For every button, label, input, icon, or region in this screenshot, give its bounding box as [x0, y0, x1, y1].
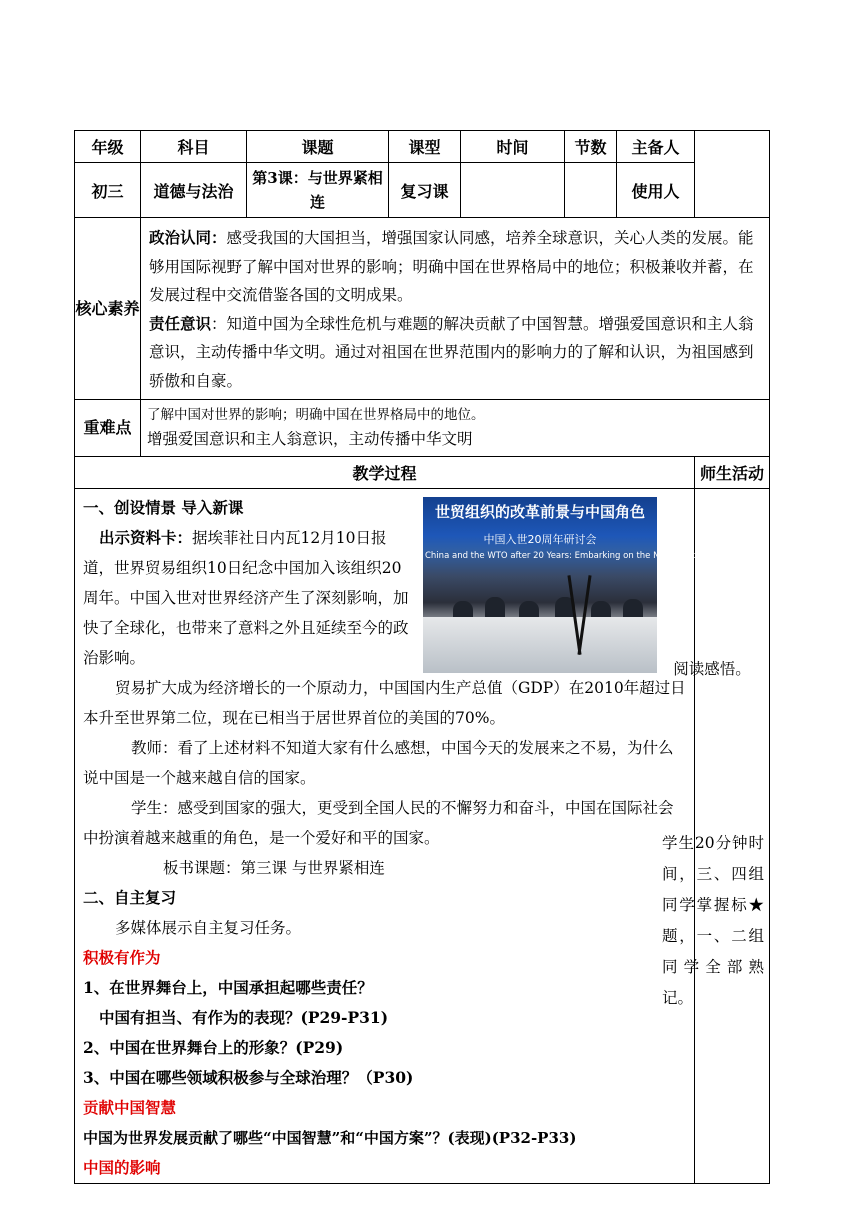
- key-points-label: 重难点: [75, 400, 141, 457]
- photo-banner-subtitle: 中国入世20周年研讨会: [483, 533, 597, 546]
- key-points-row: [75, 400, 770, 457]
- topic-label: 课题: [247, 131, 389, 163]
- process-content: [75, 489, 710, 1184]
- core-literacy-row: [75, 218, 770, 400]
- photo-banner-english: China and the WTO after 20 Years: Embarking on the Next Chapter: [425, 551, 710, 561]
- core-p1-heading: 政治认同：: [149, 228, 227, 247]
- time-value: [461, 163, 565, 218]
- red-heading-1: 积极有作为: [83, 948, 161, 967]
- key-points-content: [141, 400, 770, 457]
- question-2: 2、中国在世界舞台上的形象？(P29): [83, 1038, 344, 1057]
- student-text: 学生：感受到国家的强大，更受到全国人民的不懈努力和奋斗，中国在国际社会中扮演着越来越重的角色，是一个爱好和平的国家。: [83, 799, 674, 847]
- grade-value: 初三: [75, 163, 141, 218]
- user-label: 使用人: [617, 163, 695, 218]
- lead-label: 主备人: [617, 131, 695, 163]
- section-2-heading: 二、自主复习: [83, 888, 177, 907]
- key-point-1: 了解中国对世界的影响；明确中国在世界格局中的地位。: [147, 407, 485, 423]
- question-3: 3、中国在哪些领域积极参与全球治理？（P30): [83, 1068, 414, 1087]
- card-heading: 出示资料卡：: [99, 528, 193, 547]
- subject-label: 科目: [141, 131, 247, 163]
- process-label: 教学过程: [75, 457, 695, 489]
- core-p2-heading: 责任意识: [149, 313, 212, 333]
- section-1-heading: 一、创设情景 导入新课: [83, 498, 244, 517]
- photo-banner-title: 世贸组织的改革前景与中国角色: [434, 503, 645, 521]
- time-label: 时间: [461, 131, 565, 163]
- question-1b: 中国有担当、有作为的表现？(P29-P31): [99, 1008, 389, 1027]
- media-text: 多媒体展示自主复习任务。: [115, 919, 302, 937]
- type-value: 复习课: [389, 163, 461, 218]
- info-row: [75, 163, 770, 218]
- topic-value: 第3课：与世界紧相连: [247, 163, 389, 218]
- key-point-2: 增强爱国意识和主人翁意识，主动传播中华文明: [147, 430, 473, 448]
- teacher-text: 教师：看了上述材料不知道大家有什么感想，中国今天的发展来之不易，为什么说中国是一个越来越自信的国家。: [83, 739, 674, 787]
- red-heading-3: 中国的影响: [83, 1158, 161, 1177]
- subject-value: 道德与法治: [141, 163, 247, 218]
- periods-value: [565, 163, 617, 218]
- photo: [423, 497, 710, 673]
- question-1: 1、在世界舞台上，中国承担起哪些责任？: [83, 978, 373, 997]
- core-literacy-content: [141, 218, 770, 400]
- board-text: 板书课题：第三课 与世界紧相连: [163, 859, 385, 877]
- activity-read: 阅读感悟。: [673, 660, 751, 678]
- lead-value-cell: [695, 131, 770, 218]
- grade-label: 年级: [75, 131, 141, 163]
- activity-label: 师生活动: [695, 457, 770, 489]
- core-p2-text: ：知道中国为全球性危机与难题的解决贡献了中国智慧。增强爱国意识和主人翁意识，主动传播中华文明。通过对祖国在世界范围内的影响力的了解和认识，为祖国感到骄傲和自豪。: [149, 314, 754, 390]
- red-heading-2: 贡献中国智慧: [83, 1098, 177, 1117]
- core-literacy-label: 核心素养: [75, 218, 141, 400]
- core-p1-text: 感受我国的大国担当，增强国家认同感，培养全球意识，关心人类的发展。能够用国际视野了解中国对世界的影响；明确中国在世界格局中的地位；积极兼收并蓄，在发展过程中交流借鉴各国的文明成果。: [149, 229, 754, 304]
- header-row: [75, 131, 770, 163]
- card-text: 据埃菲社日内瓦12月10日报道，世界贸易组织10日纪念中国加入该组织20周年。中国入世对世界经济产生了深刻影响，加快了全球化，也带来了意料之外且延续至今的政治影响。: [83, 529, 409, 667]
- question-4: 中国为世界发展贡献了哪些“中国智慧”和“中国方案”？(表现)(P32-P33): [83, 1129, 577, 1147]
- trade-text: 贸易扩大成为经济增长的一个原动力，中国国内生产总值（GDP）在2010年超过日本升至世界第二位，现在已相当于居世界首位的美国的70%。: [83, 679, 686, 727]
- periods-label: 节数: [565, 131, 617, 163]
- type-label: 课型: [389, 131, 461, 163]
- process-header-row: [75, 457, 770, 489]
- activity-review: 学生20分钟时间，三、四组同学掌握标★题，一、二组同学全部熟记。: [662, 834, 764, 1007]
